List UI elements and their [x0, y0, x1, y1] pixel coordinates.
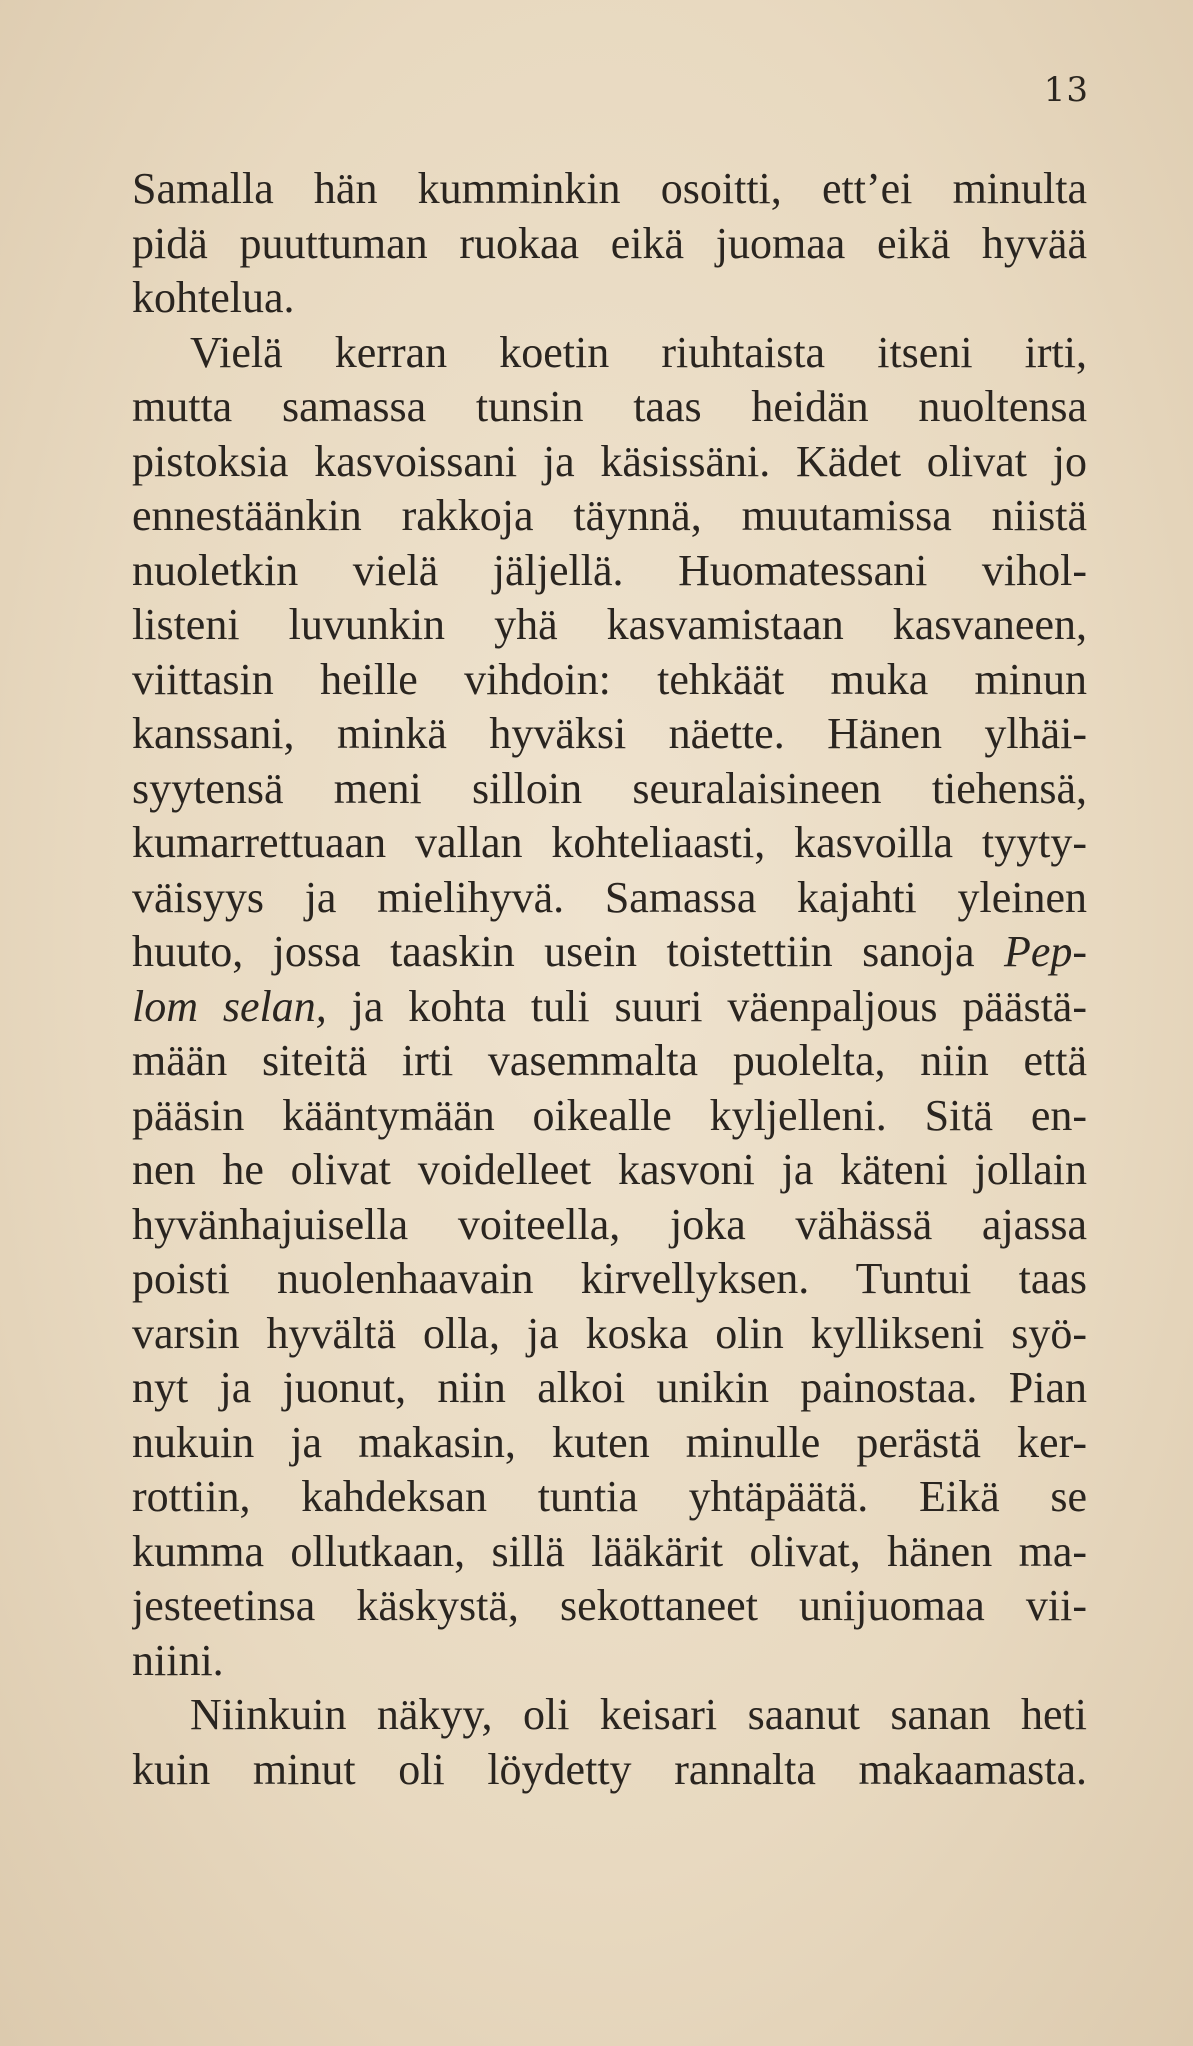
text-line: pidä puuttuman ruokaa eikä juomaa eikä hyvää	[132, 218, 1087, 268]
text-line: varsin hyvältä olla, ja koska olin kyllikseni syö-	[132, 1308, 1087, 1358]
text-line: poisti nuolenhaavain kirvellyksen. Tuntui taas	[132, 1254, 1087, 1303]
text-line: kumma ollutkaan, sillä lääkärit olivat, hänen ma-	[132, 1526, 1087, 1576]
text-line: listeni luvunkin yhä kasvamistaan kasvaneen,	[132, 600, 1087, 649]
text-line: väisyys ja mielihyvä. Samassa kajahti yleinen	[132, 872, 1087, 922]
text-line: Vielä kerran koetin riuhtaista itseni irti,	[190, 327, 1087, 377]
text-line: kuin minut oli löydetty rannalta makaamasta.	[132, 1744, 1087, 1794]
text-line: nen he olivat voidelleet kasvoni ja käteni jollain	[132, 1145, 1087, 1194]
page-number: 13	[1043, 70, 1089, 110]
text-line: kohtelua.	[132, 273, 295, 322]
text-line: pääsin kääntymään oikealle kyljelleni. Sitä en-	[132, 1090, 1087, 1140]
text-line: rottiin, kahdeksan tuntia yhtäpäätä. Eikä se	[132, 1472, 1087, 1521]
text-line: kumarrettuaan vallan kohteliaasti, kasvoilla tyyty-	[132, 818, 1087, 867]
text-line: jesteetinsa käskystä, sekottaneet unijuomaa vii-	[132, 1581, 1087, 1630]
text-line: nyt ja juonut, niin alkoi unikin painostaa. Pian	[132, 1363, 1087, 1412]
text-line: nukuin ja makasin, kuten minulle perästä ker-	[132, 1417, 1087, 1467]
text-line: niini.	[132, 1635, 224, 1685]
text-line: hyvänhajuisella voiteella, joka vähässä ajassa	[132, 1199, 1087, 1249]
body-text	[132, 162, 1087, 1797]
text-line: Samalla hän kumminkin osoitti, ett’ei minulta	[132, 164, 1087, 213]
text-line: Niinkuin näkyy, oli keisari saanut sanan heti	[190, 1690, 1087, 1739]
text-line: syytensä meni silloin seuralaisineen tiehensä,	[132, 763, 1087, 813]
text-segment: ja kohta tuli suuri väenpaljous päästä-	[326, 981, 1087, 1031]
text-line: kanssani, minkä hyväksi näette. Hänen ylhäi-	[132, 709, 1087, 758]
text-line: mutta samassa tunsin taas heidän nuoltensa	[132, 382, 1087, 431]
text-line: viittasin heille vihdoin: tehkäät muka minun	[132, 654, 1087, 704]
text-line	[132, 925, 1087, 980]
text-line: mään siteitä irti vasemmalta puolelta, niin että	[132, 1036, 1087, 1085]
italic-text: lom selan,	[132, 981, 327, 1031]
text-line: pistoksia kasvoissani ja käsissäni. Kädet olivat jo	[132, 436, 1087, 486]
italic-text: Pep-	[1003, 927, 1087, 976]
text-line	[132, 980, 1087, 1035]
text-line: ennestäänkin rakkoja täynnä, muutamissa niistä	[132, 491, 1087, 540]
text-segment: huuto, jossa taaskin usein toistettiin sanoja	[132, 927, 1004, 976]
text-line: nuoletkin vielä jäljellä. Huomatessani vihol-	[132, 545, 1087, 595]
